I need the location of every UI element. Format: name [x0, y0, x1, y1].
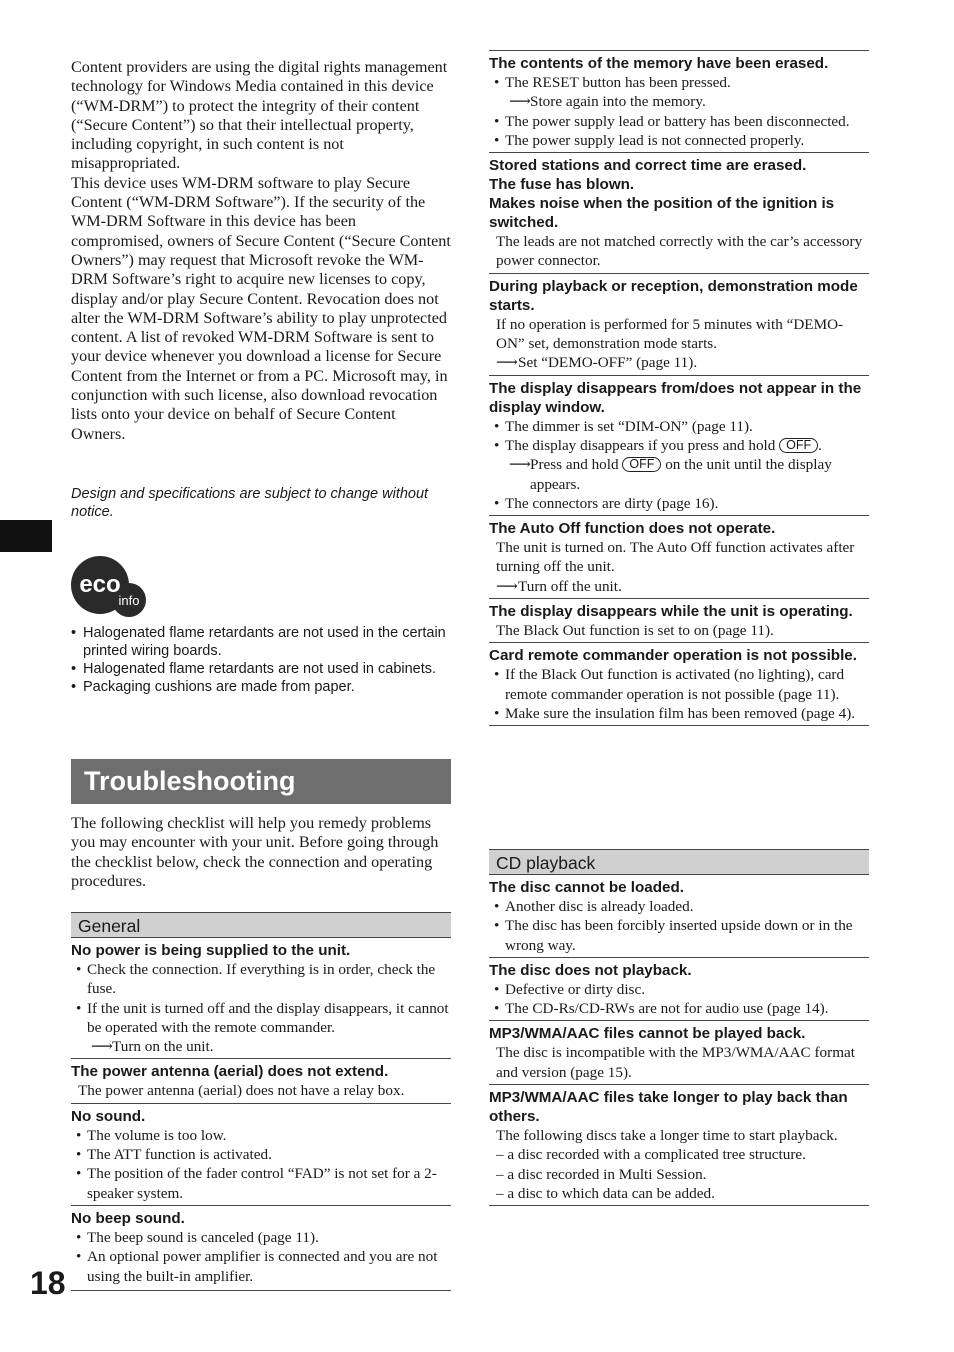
remedy	[489, 455, 869, 494]
trouble-item-no-sound	[71, 1104, 451, 1206]
cause: • Make sure the insulation film has been removed (page 4).	[489, 704, 869, 723]
trouble-item-display-operating	[489, 599, 869, 643]
arrow-right-icon: ⟶	[509, 456, 531, 474]
cause: • The ATT function is activated.	[71, 1145, 451, 1164]
symptom: No beep sound.	[71, 1209, 185, 1227]
cause: • Another disc is already loaded.	[489, 897, 869, 916]
symptom: MP3/WMA/AAC files cannot be played back.	[489, 1025, 806, 1043]
symptom: No power is being supplied to the unit.	[71, 942, 351, 959]
bottom-rule	[71, 1290, 451, 1291]
cause: • The beep sound is canceled (page 11).	[71, 1228, 451, 1247]
symptom: Stored stations and correct time are erased.	[489, 157, 807, 175]
page-number: 18	[30, 1265, 66, 1301]
cause: • If the Black Out function is activated (no lighting), card remote commander operation is not possible (page 11).	[489, 665, 869, 704]
trouble-item-card-remote	[489, 643, 869, 726]
cause: The following discs take a longer time to start playback.	[496, 1127, 838, 1145]
eco-item: • Halogenated flame retardants are not used in cabinets.	[71, 660, 451, 678]
eco-info-logo-icon	[71, 554, 151, 625]
trouble-item-no-beep	[71, 1206, 451, 1288]
trouble-item-disc-load	[489, 875, 869, 958]
cause: • Check the connection. If everything is in order, check the fuse.	[71, 960, 451, 999]
remedy-text: Store again into the memory.	[530, 93, 706, 111]
cause: The unit is turned on. The Auto Off function activates after turning off the unit.	[496, 539, 855, 576]
wm-drm-notice	[71, 58, 451, 444]
cause: • The disc has been forcibly inserted upside down or in the wrong way.	[489, 916, 869, 955]
cause: • The dimmer is set “DIM-ON” (page 11).	[489, 417, 869, 436]
cause: • If the unit is turned off and the display disappears, it cannot be operated with the remote commander.	[71, 999, 451, 1038]
cd-playback-section	[489, 849, 869, 1206]
cause: • The CD-Rs/CD-RWs are not for audio use (page 14).	[489, 999, 869, 1018]
trouble-item-auto-off	[489, 516, 869, 599]
symptom: The power antenna (aerial) does not extend.	[71, 1063, 389, 1081]
section-tab-marker	[0, 520, 52, 552]
eco-item: • Packaging cushions are made from paper.	[71, 678, 451, 696]
troubleshooting-intro: The following checklist will help you remedy problems you may encounter with your unit. Before going through the checklist below, check the connection and operating procedures.	[71, 814, 439, 890]
remedy	[489, 577, 869, 596]
off-key: OFF	[779, 438, 818, 453]
cause: The power antenna (aerial) does not have a relay box.	[78, 1082, 405, 1100]
eco-list	[71, 624, 451, 696]
cause-detail: – a disc to which data can be added.	[496, 1184, 715, 1202]
intro-paragraph-2: This device uses WM-DRM software to play Secure Content (“WM-DRM Software”). If the security of the WM-DRM Software in this device has been compromised, owners of Secure Content (“Secure Content Owners”) may request that Microsoft revoke the WM-DRM Software’s right to acquire new licenses to copy, display and/or play Secure Content. Revocation does not alter the WM-DRM Software’s ability to play unprotected content. A list of revoked WM-DRM Software is sent to your device whenever you download a license for Secure Content from the Internet or from a PC. Microsoft may, in conjunction with such license, also download revocation lists onto your device on behalf of Secure Content Owners.	[71, 173, 451, 443]
remedy-text: Press and hold	[530, 456, 619, 474]
remedy-text-end: on the unit until the display appears.	[530, 456, 832, 493]
arrow-right-icon: ⟶	[496, 577, 518, 595]
eco-item: • Halogenated flame retardants are not used in the certain printed wiring boards.	[71, 624, 451, 660]
troubleshooting-title: Troubleshooting	[71, 759, 451, 804]
symptom: MP3/WMA/AAC files take longer to play back than others.	[489, 1089, 848, 1126]
cause: The leads are not matched correctly with the car’s accessory power connector.	[496, 233, 863, 270]
off-key: OFF	[622, 457, 661, 472]
arrow-right-icon: ⟶	[509, 93, 531, 111]
cause: • The position of the fader control “FAD” is not set for a 2-speaker system.	[71, 1164, 451, 1203]
symptom: The Auto Off function does not operate.	[489, 520, 776, 538]
trouble-item-memory	[489, 51, 869, 153]
eco-logo-sub: info	[118, 593, 140, 608]
remedy-text: Turn off the unit.	[518, 577, 622, 595]
symptom: The disc cannot be loaded.	[489, 879, 684, 896]
cause: • The power supply lead is not connected properly.	[489, 131, 869, 150]
cause: The Black Out function is set to on (page 11).	[496, 622, 774, 640]
cd-playback-heading: CD playback	[489, 849, 869, 875]
arrow-right-icon: ⟶	[496, 354, 518, 372]
cause: If no operation is performed for 5 minutes with “DEMO-ON” set, demonstration mode starts.	[496, 315, 844, 353]
symptom: Card remote commander operation is not possible.	[489, 647, 857, 665]
cause: • The volume is too low.	[71, 1126, 451, 1145]
remedy	[71, 1037, 451, 1056]
trouble-item-files-longer	[489, 1085, 869, 1206]
symptom: During playback or reception, demonstration mode starts.	[489, 277, 858, 314]
cause: The disc is incompatible with the MP3/WMA/AAC format and version (page 15).	[496, 1044, 855, 1081]
general-heading: General	[71, 912, 451, 938]
remedy	[489, 92, 869, 111]
trouble-item-disc-playback	[489, 958, 869, 1022]
general-section	[71, 912, 451, 1288]
cause-text-end: .	[818, 436, 822, 454]
intro-paragraph-1: Content providers are using the digital rights management technology for Windows Media contained in this device (“WM-DRM”) to protect the integrity of their content (“Secure Content”) so that their intellectual property, including copyright, in such content is not misappropriated.	[71, 58, 448, 173]
symptom: The disc does not playback.	[489, 961, 692, 979]
symptom: The contents of the memory have been erased.	[489, 55, 829, 72]
trouble-item-no-power	[71, 938, 451, 1059]
symptom: The display disappears from/does not appear in the display window.	[489, 379, 862, 416]
remedy-text: Set “DEMO-OFF” (page 11).	[518, 354, 698, 372]
arrow-right-icon: ⟶	[91, 1038, 113, 1056]
eco-logo-main: eco	[79, 571, 121, 598]
cause: • The connectors are dirty (page 16).	[489, 494, 869, 513]
cause: • An optional power amplifier is connected and you are not using the built-in amplifier.	[71, 1247, 451, 1286]
remedy	[489, 353, 869, 372]
trouble-item-files-cannot-play	[489, 1021, 869, 1085]
cause: • The power supply lead or battery has been disconnected.	[489, 112, 869, 131]
cause	[489, 436, 869, 455]
cause-text: The display disappears if you press and hold	[505, 436, 776, 454]
cause: • The RESET button has been pressed.	[489, 73, 869, 92]
cause: • Defective or dirty disc.	[489, 980, 869, 999]
remedy-text: Turn on the unit.	[112, 1038, 214, 1056]
symptom: No sound.	[71, 1107, 146, 1125]
trouble-item-demo	[489, 274, 869, 376]
symptom: The fuse has blown.	[489, 176, 635, 194]
cause-detail: – a disc recorded with a complicated tree structure.	[496, 1146, 806, 1164]
trouble-item-display	[489, 376, 869, 516]
symptom: The display disappears while the unit is operating.	[489, 603, 853, 621]
spec-note: Design and specifications are subject to change without notice.	[71, 486, 429, 520]
cause-detail: – a disc recorded in Multi Session.	[496, 1165, 707, 1183]
symptom: Makes noise when the position of the ignition is switched.	[489, 195, 835, 232]
trouble-item-stored-stations	[489, 153, 869, 274]
trouble-item-antenna	[71, 1059, 451, 1103]
general-continued	[489, 50, 869, 726]
